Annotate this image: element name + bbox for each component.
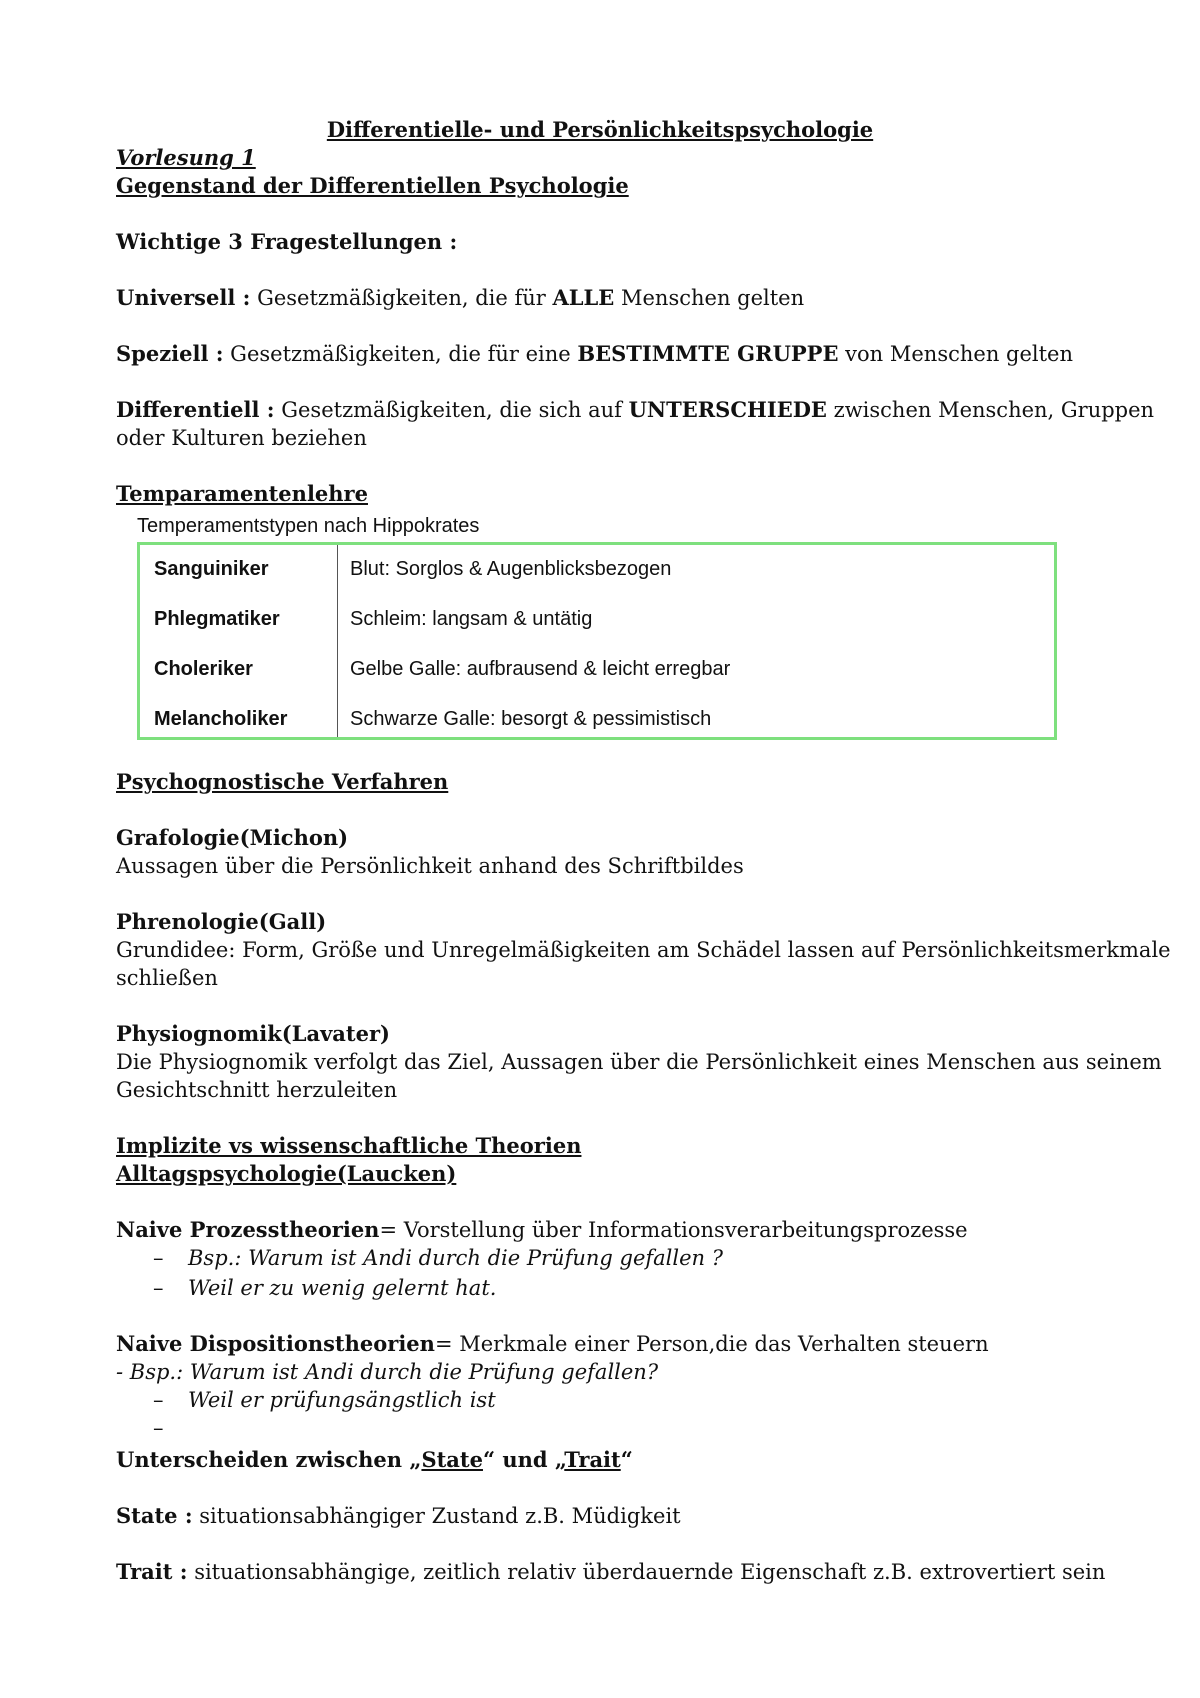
temperament-type: Melancholiker — [154, 708, 288, 730]
temperament-desc: Schleim: langsam & untätig — [350, 608, 593, 630]
bullet-dash: – — [153, 1276, 164, 1300]
universal-emphasis: ALLE — [552, 285, 615, 310]
temperament-desc: Schwarze Galle: besorgt & pessimistisch — [350, 708, 712, 730]
special-line — [116, 340, 1073, 368]
bullet-dash: – — [153, 1388, 164, 1412]
special-post: von Menschen gelten — [838, 342, 1073, 366]
process-def: = Vorstellung über Informationsverarbeitungsprozesse — [379, 1218, 968, 1242]
differential-line-2: oder Kulturen beziehen — [116, 426, 367, 450]
process-theories-line — [116, 1216, 968, 1244]
temperament-desc: Gelbe Galle: aufbrausend & leicht erregbar — [350, 658, 731, 680]
universal-line — [116, 284, 804, 312]
temperament-type: Choleriker — [154, 658, 253, 680]
state-line — [116, 1502, 681, 1530]
trait-word: Trait — [564, 1447, 621, 1472]
temperament-heading: Temparamentenlehre — [116, 481, 368, 506]
disposition-answer: Weil er prüfungsängstlich ist — [188, 1388, 496, 1412]
special-term: Speziell : — [116, 341, 224, 366]
trait-term: Trait : — [116, 1559, 188, 1584]
table-row — [140, 655, 1054, 705]
state-word: State — [421, 1447, 483, 1472]
temperament-desc: Blut: Sorglos & Augenblicksbezogen — [350, 558, 672, 580]
differential-pre: Gesetzmäßigkeiten, die sich auf — [274, 398, 629, 422]
process-answer: Weil er zu wenig gelernt hat. — [188, 1276, 497, 1300]
differential-term: Differentiell : — [116, 397, 275, 422]
physiognomik-text-1: Die Physiognomik verfolgt das Ziel, Aussagen über die Persönlichkeit eines Menschen aus seinem — [116, 1050, 1162, 1074]
process-example: Bsp.: Warum ist Andi durch die Prüfung gefallen ? — [188, 1246, 723, 1270]
trait-line — [116, 1558, 1105, 1586]
trait-text: situationsabhängige, zeitlich relativ überdauernde Eigenschaft z.B. extrovertiert sein — [187, 1560, 1106, 1584]
document-title: Differentielle- und Persönlichkeitspsychologie — [326, 117, 874, 142]
universal-pre: Gesetzmäßigkeiten, die für — [250, 286, 553, 310]
phrenologie-text-1: Grundidee: Form, Größe und Unregelmäßigkeiten am Schädel lassen auf Persönlichkeitsmerkmale — [116, 938, 1171, 962]
temperament-type: Sanguiniker — [154, 558, 269, 580]
state-trait-heading — [116, 1446, 633, 1474]
universal-post: Menschen gelten — [614, 286, 805, 310]
state-text: situationsabhängiger Zustand z.B. Müdigkeit — [192, 1504, 681, 1528]
theories-heading: Implizite vs wissenschaftliche Theorien — [116, 1133, 582, 1158]
temperament-type: Phlegmatiker — [154, 608, 280, 630]
heading-mid: “ und „ — [482, 1447, 565, 1472]
lecture-label: Vorlesung 1 — [116, 145, 256, 170]
temperament-table-title: Temperamentstypen nach Hippokrates — [137, 515, 480, 537]
special-pre: Gesetzmäßigkeiten, die für eine — [223, 342, 578, 366]
table-row — [140, 705, 1054, 755]
differential-post: zwischen Menschen, Gruppen — [826, 398, 1155, 422]
psychognostic-heading: Psychognostische Verfahren — [116, 769, 449, 794]
alltagspsychologie-heading: Alltagspsychologie(Laucken) — [116, 1161, 457, 1186]
physiognomik-title: Physiognomik(Lavater) — [116, 1021, 390, 1046]
heading-pre: Unterscheiden zwischen „ — [116, 1447, 422, 1472]
grafologie-text: Aussagen über die Persönlichkeit anhand des Schriftbildes — [116, 854, 744, 878]
universal-term: Universell : — [116, 285, 251, 310]
disposition-theories-line — [116, 1330, 989, 1358]
questions-heading: Wichtige 3 Fragestellungen : — [116, 229, 458, 254]
differential-line — [116, 396, 1154, 424]
phrenologie-text-2: schließen — [116, 966, 218, 990]
disposition-term: Naive Dispositionstheorien — [116, 1331, 435, 1356]
heading-post: “ — [620, 1447, 633, 1472]
subject-heading: Gegenstand der Differentiellen Psychologie — [116, 173, 629, 198]
table-row — [140, 555, 1054, 605]
state-term: State : — [116, 1503, 193, 1528]
bullet-dash: – — [153, 1416, 164, 1440]
bullet-dash: – — [153, 1246, 164, 1270]
process-term: Naive Prozesstheorien — [116, 1217, 380, 1242]
phrenologie-title: Phrenologie(Gall) — [116, 909, 327, 934]
table-row — [140, 605, 1054, 655]
physiognomik-text-2: Gesichtschnitt herzuleiten — [116, 1078, 398, 1102]
disposition-example: - Bsp.: Warum ist Andi durch die Prüfung gefallen? — [116, 1360, 659, 1384]
differential-emphasis: UNTERSCHIEDE — [628, 397, 827, 422]
temperament-table — [137, 542, 1057, 740]
disposition-def: = Merkmale einer Person,die das Verhalten steuern — [434, 1332, 989, 1356]
special-emphasis: BESTIMMTE GRUPPE — [577, 341, 839, 366]
grafologie-title: Grafologie(Michon) — [116, 825, 349, 850]
